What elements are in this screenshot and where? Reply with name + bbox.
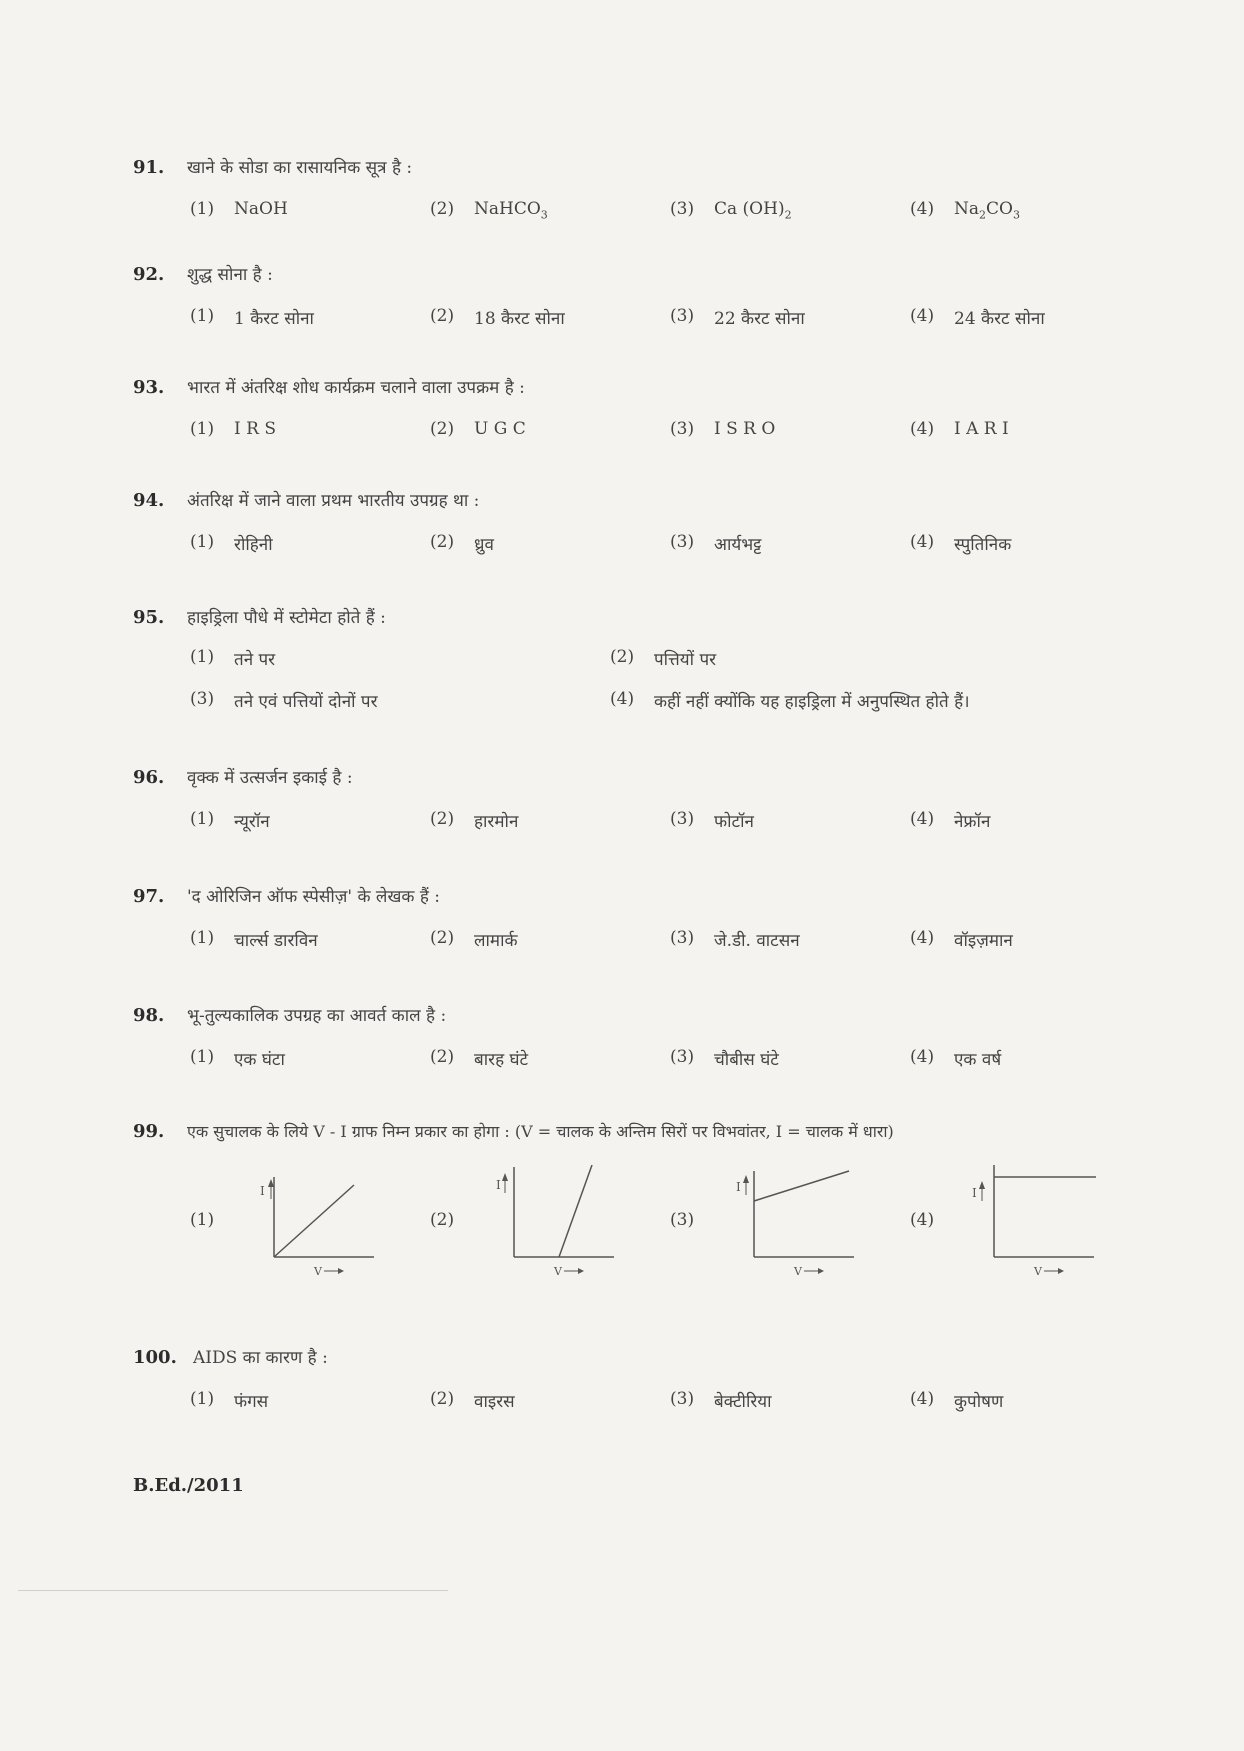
- option-4[interactable]: (4) 24 कैरट सोना: [910, 306, 1045, 329]
- option-2[interactable]: (2) बारह घंटे: [430, 1047, 529, 1070]
- option-1[interactable]: (1) I V: [190, 1165, 430, 1275]
- option-1[interactable]: (1) NaOH: [190, 199, 288, 219]
- option-2[interactable]: (2) U G C: [430, 419, 526, 439]
- graph-4: [954, 1165, 1114, 1275]
- option-3[interactable]: (3) I V: [670, 1165, 910, 1275]
- option-4[interactable]: (4) $Na_2CO_3$: [910, 199, 1020, 222]
- option-3[interactable]: (3) तने एवं पत्तियों दोनों पर: [190, 689, 378, 712]
- question-100: [133, 1345, 1163, 1412]
- question-number: 97.: [133, 886, 165, 907]
- option-2[interactable]: (2) NaHCO$_3$: [430, 199, 548, 222]
- option-1[interactable]: (1) रोहिनी: [190, 532, 273, 555]
- option-1[interactable]: (1) I R S: [190, 419, 276, 439]
- option-4[interactable]: (4) नेफ्रॉन: [910, 809, 991, 832]
- axis-label-y: I: [972, 1186, 977, 1200]
- question-93: [133, 375, 1163, 439]
- graph-1: [234, 1165, 394, 1275]
- option-1[interactable]: (1) एक घंटा: [190, 1047, 285, 1070]
- axis-label-x: V: [314, 1265, 322, 1275]
- question-96: [133, 765, 1163, 832]
- divider: [18, 1590, 448, 1591]
- option-3[interactable]: (3) Ca $(OH)_2$: [670, 199, 792, 222]
- option-3[interactable]: (3) I S R O: [670, 419, 776, 439]
- question-99: [133, 1120, 1163, 1150]
- question-text: AIDS का कारण है :: [193, 1348, 328, 1368]
- question-text: एक सुचालक के लिये V - I ग्राफ निम्न प्रकार का होगा : (V = चालक के अन्तिम सिरों पर विभवांतर, I = चालक में धारा): [187, 1122, 894, 1141]
- axis-label-x: V: [554, 1265, 562, 1275]
- question-text: भारत में अंतरिक्ष शोध कार्यक्रम चलाने वाला उपक्रम है :: [187, 378, 525, 398]
- question-98: [133, 1003, 1163, 1070]
- option-2[interactable]: (2) 18 कैरट सोना: [430, 306, 565, 329]
- question-text: हाइड्रिला पौधे में स्टोमेटा होते हैं :: [187, 608, 386, 628]
- option-3[interactable]: (3) चौबीस घंटे: [670, 1047, 779, 1070]
- question-97: [133, 884, 1163, 951]
- question-92: [133, 262, 1163, 329]
- question-number: 95.: [133, 607, 165, 628]
- option-1[interactable]: (1) फंगस: [190, 1389, 269, 1412]
- question-number: 99.: [133, 1121, 165, 1142]
- question-number: 96.: [133, 767, 165, 788]
- question-number: 98.: [133, 1005, 165, 1026]
- option-2[interactable]: (2) हारमोन: [430, 809, 519, 832]
- option-4[interactable]: (4) कहीं नहीं क्योंकि यह हाइड्रिला में अनुपस्थित होते हैं।: [610, 689, 970, 712]
- question-95: [133, 605, 1163, 731]
- option-3[interactable]: (3) 22 कैरट सोना: [670, 306, 805, 329]
- option-4[interactable]: (4) कुपोषण: [910, 1389, 1004, 1412]
- option-3[interactable]: (3) जे.डी. वाटसन: [670, 928, 800, 951]
- option-1[interactable]: (1) तने पर: [190, 647, 276, 670]
- option-4[interactable]: (4) एक वर्ष: [910, 1047, 1002, 1070]
- question-number: 91.: [133, 157, 165, 178]
- question-94: [133, 488, 1163, 555]
- option-3[interactable]: (3) बेक्टीरिया: [670, 1389, 772, 1412]
- graph-2: [474, 1165, 634, 1275]
- axis-label-y: I: [260, 1184, 265, 1198]
- option-2[interactable]: (2) वाइरस: [430, 1389, 515, 1412]
- axis-label-x: V: [1034, 1265, 1042, 1275]
- option-1[interactable]: (1) न्यूरॉन: [190, 809, 270, 832]
- question-number: 93.: [133, 377, 165, 398]
- question-number: 94.: [133, 490, 165, 511]
- axis-label-y: I: [496, 1178, 501, 1192]
- option-2[interactable]: (2) लामार्क: [430, 928, 518, 951]
- question-text: 'द ओरिजिन ऑफ स्पेसीज़' के लेखक हैं :: [187, 887, 440, 907]
- axis-label-x: V: [794, 1265, 802, 1275]
- option-4[interactable]: (4) वॉइज़मान: [910, 928, 1013, 951]
- graph-3: [714, 1165, 874, 1275]
- option-2[interactable]: (2) ध्रुव: [430, 532, 494, 555]
- axis-label-y: I: [736, 1180, 741, 1194]
- question-91: [133, 155, 1163, 221]
- option-1[interactable]: (1) 1 कैरट सोना: [190, 306, 314, 329]
- option-3[interactable]: (3) फोटॉन: [670, 809, 754, 832]
- vi-graph-options: [190, 1165, 1150, 1275]
- option-4[interactable]: (4) स्पुतिनिक: [910, 532, 1012, 555]
- question-number: 100.: [133, 1347, 177, 1368]
- question-text: अंतरिक्ष में जाने वाला प्रथम भारतीय उपग्रह था :: [187, 491, 480, 511]
- option-1[interactable]: (1) चार्ल्स डारविन: [190, 928, 318, 951]
- option-2[interactable]: (2) पत्तियों पर: [610, 647, 717, 670]
- option-3[interactable]: (3) आर्यभट्ट: [670, 532, 762, 555]
- footer-code: B.Ed./2011: [133, 1475, 244, 1496]
- question-text: वृक्क में उत्सर्जन इकाई है :: [187, 768, 353, 788]
- question-text: भू-तुल्यकालिक उपग्रह का आवर्त काल है :: [187, 1006, 447, 1026]
- option-4[interactable]: (4) I V: [910, 1165, 1150, 1275]
- question-text: शुद्ध सोना है :: [187, 265, 273, 285]
- question-text: खाने के सोडा का रासायनिक सूत्र है :: [187, 158, 413, 178]
- option-4[interactable]: (4) I A R I: [910, 419, 1009, 439]
- question-number: 92.: [133, 264, 165, 285]
- option-2[interactable]: (2) I V: [430, 1165, 670, 1275]
